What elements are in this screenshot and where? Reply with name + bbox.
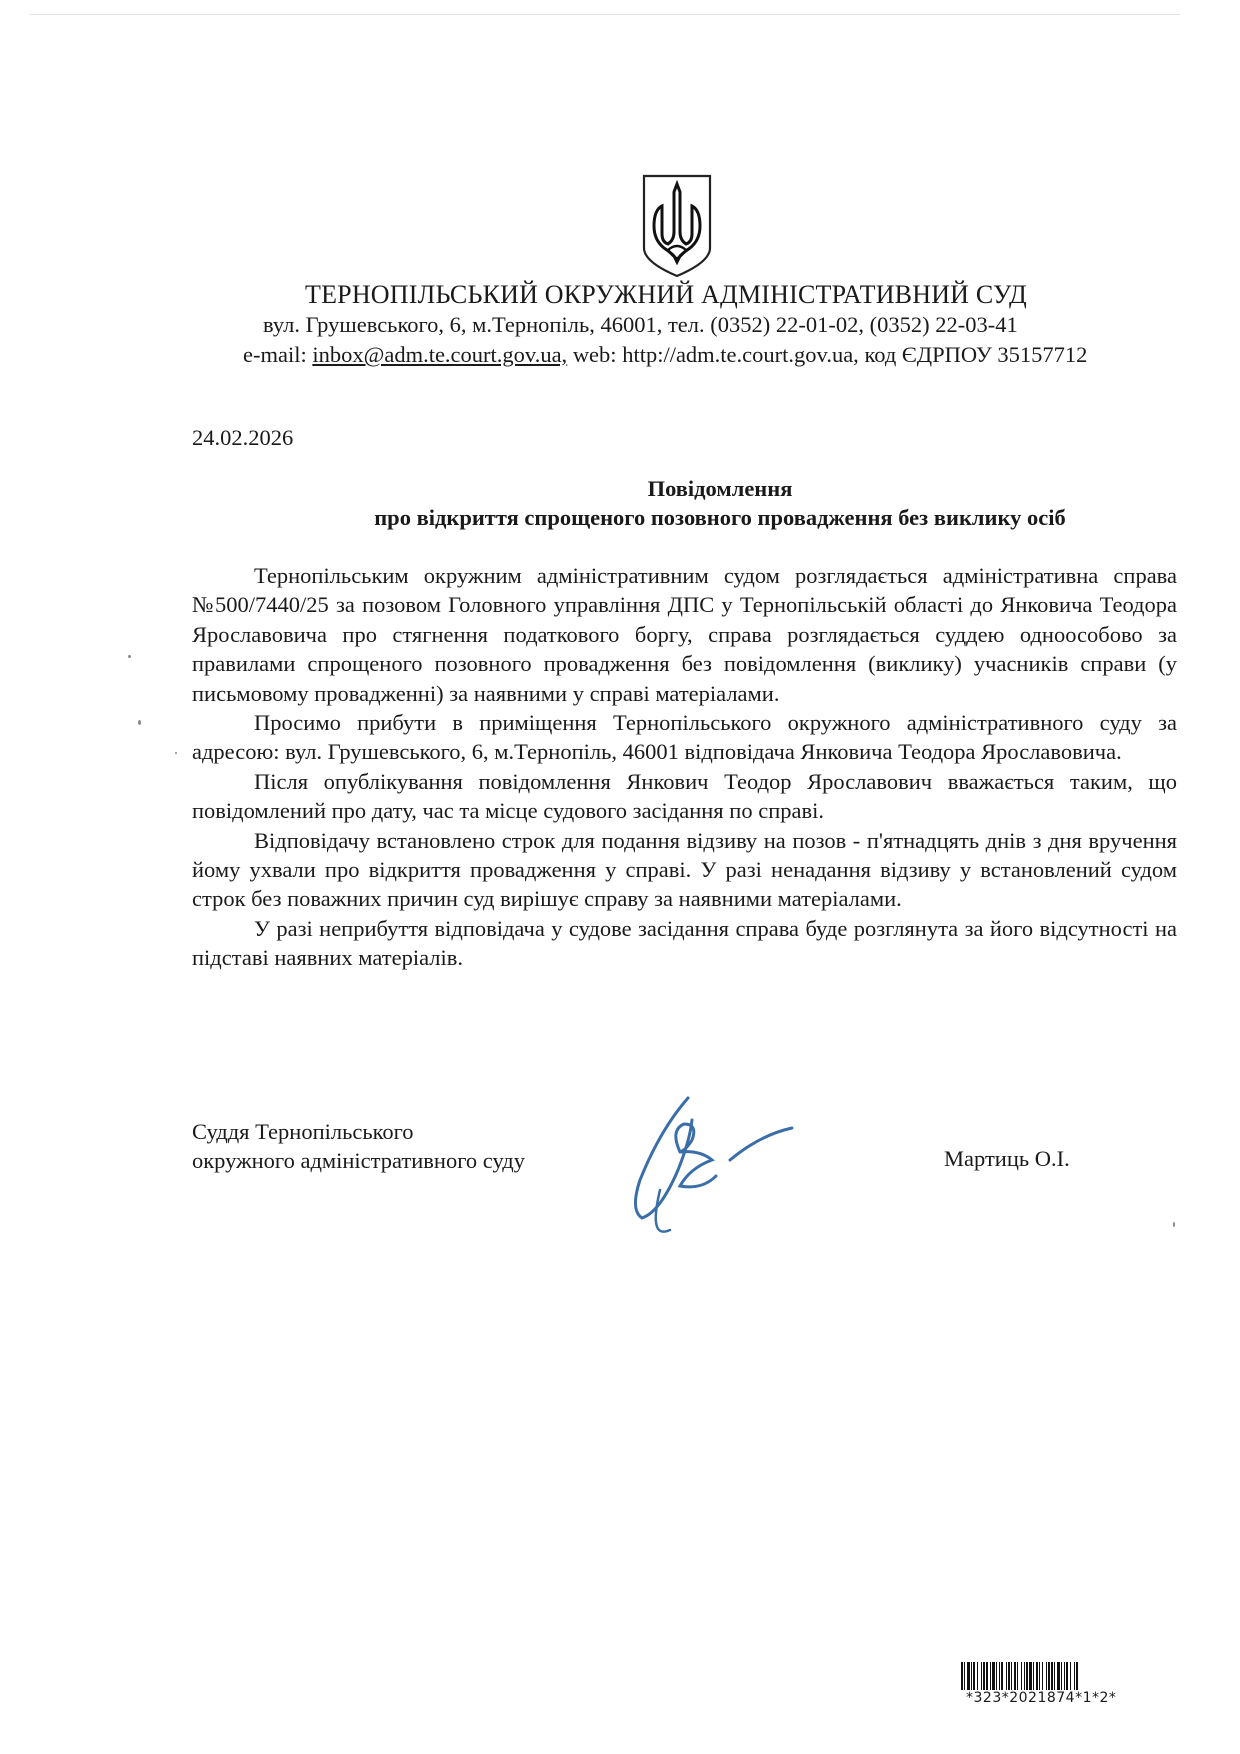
document-date: 24.02.2026	[192, 425, 294, 450]
body-paragraph: Відповідачу встановлено строк для подання відзиву на позов - п'ятнадцять днів з дня вручення йому ухвали про відкриття провадження у справі. У разі ненадання відзиву у встановлений судом строк без поважних причин суд вирішує справу за наявними матеріалами.	[192, 827, 1177, 912]
document-body	[192, 561, 1177, 973]
web-link[interactable]: http://adm.te.court.gov.ua,	[622, 342, 859, 367]
scan-speck	[175, 752, 177, 754]
body-paragraph: Тернопільським окружним адміністративним судом розглядається адміністративна справа №500/7440/25 за позовом Головного управління ДПС у Тернопільській області до Янковича Теодора Ярославовича про стягнення податкового боргу, справа розглядається суддею одноособово за правилами спрощеного позовного провадження без повідомлення (виклику) учасників справи (у письмовому провадженні) за наявними у справі матеріалами.	[192, 563, 1177, 706]
judge-position-line2: окружного адміністративного суду	[192, 1148, 525, 1173]
scan-speck	[128, 655, 131, 658]
barcode-text: *323*2021874*1*2*	[966, 1690, 1117, 1706]
handwritten-signature-icon	[620, 1090, 870, 1240]
scan-edge-line	[30, 14, 1180, 15]
document-title: Повідомлення	[647, 476, 793, 501]
judge-position	[192, 1117, 525, 1175]
court-address: вул. Грушевського, 6, м.Тернопіль, 46001, тел. (0352) 22-01-02, (0352) 22-03-41	[263, 312, 1018, 337]
web-label: web:	[567, 342, 623, 367]
scan-speck	[1173, 1222, 1175, 1227]
body-paragraph: Після опублікування повідомлення Янкович Теодор Ярославович вважається таким, що повідомлений про дату, час та місце судового засідання по справі.	[192, 768, 1177, 824]
ukraine-trident-coat-of-arms-icon	[640, 170, 714, 280]
court-name: ТЕРНОПІЛЬСЬКИЙ ОКРУЖНИЙ АДМІНІСТРАТИВНИЙ СУД	[305, 280, 1027, 309]
judge-name: Мартиць О.І.	[944, 1146, 1070, 1171]
document-subtitle: про відкриття спрощеного позовного провадження без виклику осіб	[374, 505, 1066, 530]
court-contacts	[243, 342, 1087, 368]
body-paragraph: У разі неприбуття відповідача у судове засідання справа буде розглянута за його відсутності на підставі наявних матеріалів.	[192, 915, 1177, 971]
body-paragraph: Просимо прибути в приміщення Тернопільського окружного адміністративного суду за адресою: вул. Грушевського, 6, м.Тернопіль, 46001 відповідача Янковича Теодора Ярославовича.	[192, 710, 1177, 765]
barcode-icon	[961, 1662, 1183, 1690]
email-label: e-mail:	[243, 342, 313, 367]
scan-speck	[138, 720, 141, 725]
judge-position-line1: Суддя Тернопільського	[192, 1119, 414, 1144]
code-label: код ЄДРПОУ	[858, 342, 998, 367]
edrpou-code: 35157712	[997, 342, 1088, 367]
email-link[interactable]: inbox@adm.te.court.gov.ua,	[312, 342, 568, 367]
